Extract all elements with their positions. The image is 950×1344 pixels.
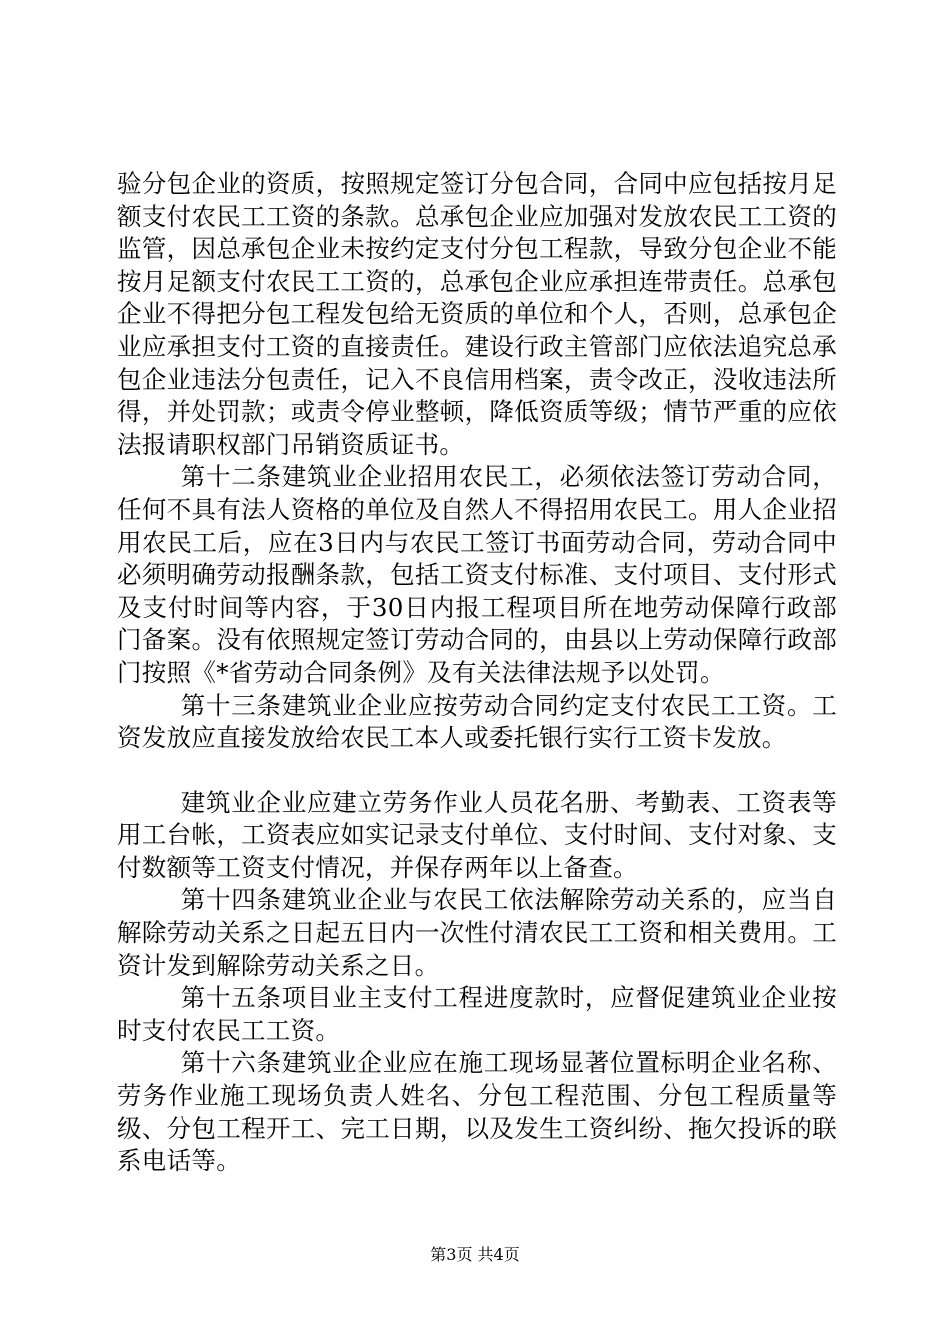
paragraph-labor-records: 建筑业企业应建立劳务作业人员花名册、考勤表、工资表等用工台帐，工资表应如实记录支付单位、支付时间、支付对象、支付数额等工资支付情况，并保存两年以上备查。 [117,787,837,882]
paragraph-spacer [117,755,837,787]
document-body [117,168,837,1178]
paragraph-article-15: 第十五条项目业主支付工程进度款时，应督促建筑业企业按时支付农民工工资。 [117,983,837,1045]
paragraph-article-12: 第十二条建筑业企业招用农民工，必须依法签订劳动合同，任何不具有法人资格的单位及自然人不得招用农民工。用人企业招用农民工后，应在3日内与农民工签订书面劳动合同，劳动合同中必须明确劳动报酬条款，包括工资支付标准、支付项目、支付形式及支付时间等内容，于30日内报工程项目所在地劳动保障行政部门备案。没有依照规定签订劳动合同的，由县以上劳动保障行政部门按照《*省劳动合同条例》及有关法律法规予以处罚。 [117,462,837,687]
paragraph-article-14: 第十四条建筑业企业与农民工依法解除劳动关系的，应当自解除劳动关系之日起五日内一次性付清农民工工资和相关费用。工资计发到解除劳动关系之日。 [117,885,837,980]
paragraph-article-13: 第十三条建筑业企业应按劳动合同约定支付农民工工资。工资发放应直接发放给农民工本人或委托银行实行工资卡发放。 [117,690,837,753]
paragraph-article-16: 第十六条建筑业企业应在施工现场显著位置标明企业名称、劳务作业施工现场负责人姓名、分包工程范围、分包工程质量等级、分包工程开工、完工日期，以及发生工资纠纷、拖欠投诉的联系电话等。 [117,1048,837,1176]
page-number-footer: 第3页 共4页 [430,1245,520,1264]
paragraph-continuation: 验分包企业的资质，按照规定签订分包合同，合同中应包括按月足额支付农民工工资的条款。总承包企业应加强对发放农民工工资的监管，因总承包企业未按约定支付分包工程款，导致分包企业不能按月足额支付农民工工资的，总承包企业应承担连带责任。总承包企业不得把分包工程发包给无资质的单位和个人，否则，总承包企业应承担支付工资的直接责任。建设行政主管部门应依法追究总承包企业违法分包责任，记入不良信用档案，责令改正，没收违法所得，并处罚款；或责令停业整顿，降低资质等级；情节严重的应依法报请职权部门吊销资质证书。 [117,169,837,459]
